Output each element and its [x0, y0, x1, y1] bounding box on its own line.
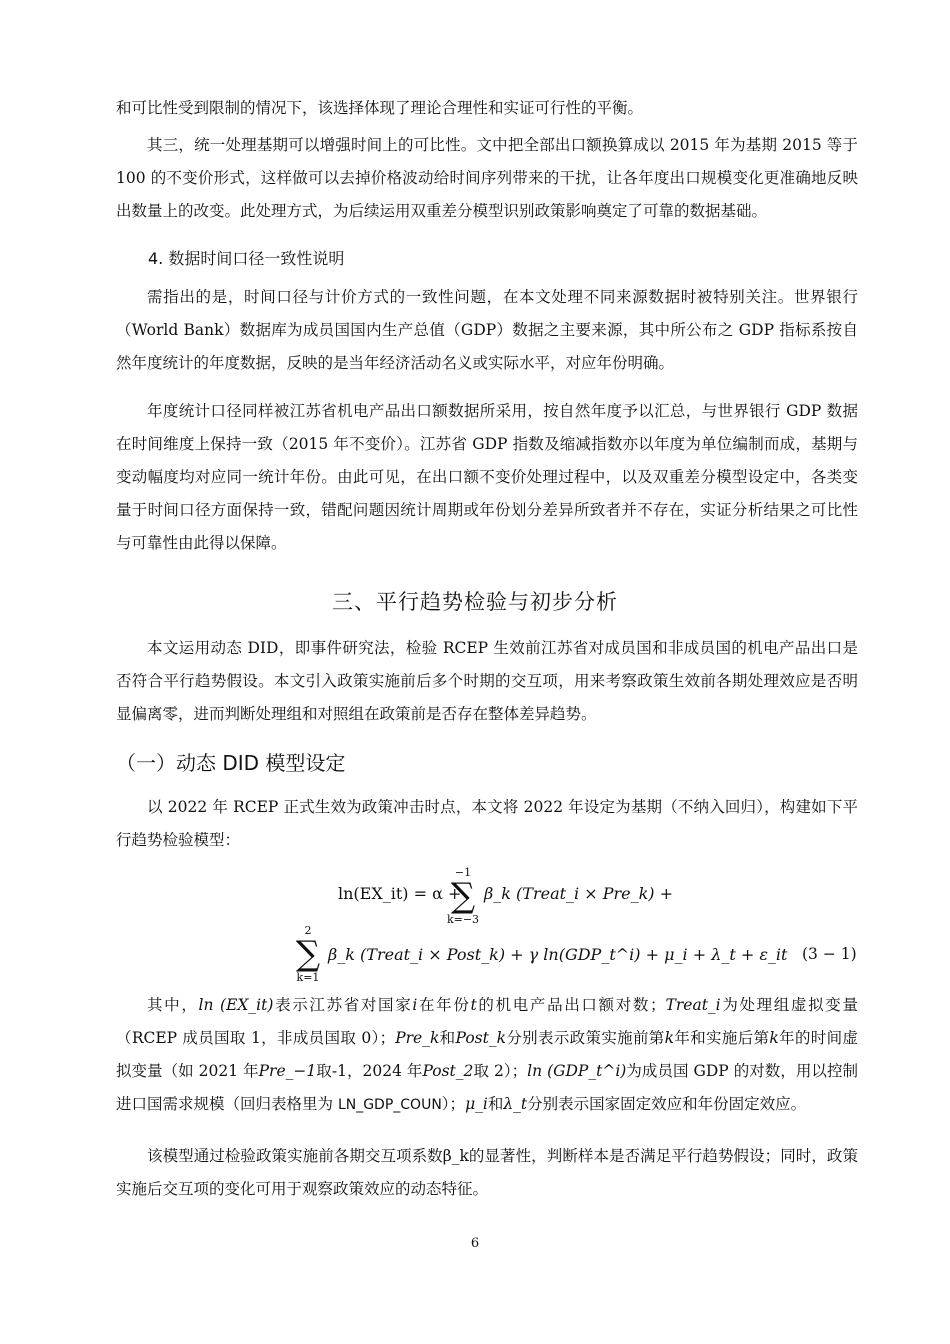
paragraph-model-setup: 以 2022 年 RCEP 正式生效为政策冲击时点，本文将 2022 年设定为基期（不纳入回归），构建如下平行趋势检验模型：	[116, 798, 858, 849]
subsection-heading-4: 4. 数据时间口径一致性说明	[148, 249, 345, 268]
sum-1-lower: k=−3	[446, 913, 480, 926]
sum-2-sigma: ∑	[295, 934, 321, 974]
sum-2-upper: 2	[304, 924, 312, 937]
subsection-heading-model: （一）动态 DID 模型设定	[116, 751, 346, 775]
sum-2	[290, 924, 326, 984]
paragraph-continuation: 和可比性受到限制的情况下，该选择体现了理论合理性和实证可行性的平衡。	[116, 99, 644, 117]
equation-term-post: β_k (Treat_i × Post_k) + γ ln(GDP_t^i) + μ_i + λ_t + ε_it	[328, 945, 788, 964]
sum-1	[446, 866, 480, 926]
paragraph-model-purpose: 该模型通过检验政策实施前各期交互项系数β_k的显著性，判断样本是否满足平行趋势假设；同时，政策实施后交互项的变化可用于观察政策效应的动态特征。	[116, 1147, 858, 1198]
sum-1-upper: −1	[454, 866, 472, 879]
paragraph-variable-definitions: 其中，ln (EX_it)表示江苏省对国家i在年份t的机电产品出口额对数；Treat_i为处理组虚拟变量（RCEP 成员国取 1，非成员国取 0）；Pre_k和Post_k分别表示政策实施前第k年和实施后第k年的时间虚拟变量（如 2021 年Pre_−1取-1，2024 年Post_2取 2）；ln (GDP_t^i)为成员国 GDP 的对数，用以控制进口国需求规模（回归表格里为 LN_GDP_COUN）；μ_i和λ_t分别表示国家固定效应和年份固定效应。	[116, 996, 858, 1113]
paragraph-time-consistency: 需指出的是，时间口径与计价方式的一致性问题，在本文处理不同来源数据时被特别关注。世界银行（World Bank）数据库为成员国国内生产总值（GDP）数据之主要来源，其中所公布之 GDP 指标系按自然年度统计的年度数据，反映的是当年经济活动名义或实际水平，对应年份明确。	[116, 288, 858, 372]
equation-lhs: ln(EX_it) = α +	[338, 884, 462, 903]
equation-term-pre: β_k (Treat_i × Pre_k) +	[484, 884, 674, 903]
equation-number: (3 − 1)	[802, 945, 857, 963]
sum-1-sigma: ∑	[450, 876, 476, 916]
page-number: 6	[470, 1236, 480, 1251]
paragraph-base-period: 其三，统一处理基期可以增强时间上的可比性。文中把全部出口额换算成以 2015 年为基期 2015 等于 100 的不变价形式，这样做可以去掉价格波动给时间序列带来的干扰，让各年度出口规模变化更准确地反映出数量上的改变。此处理方式，为后续运用双重差分模型识别政策影响奠定了可靠的数据基础。	[116, 136, 858, 220]
paragraph-dynamic-did-intro: 本文运用动态 DID，即事件研究法，检验 RCEP 生效前江苏省对成员国和非成员国的机电产品出口是否符合平行趋势假设。本文引入政策实施前后多个时期的交互项，用来考察政策生效前各期处理效应是否明显偏离零，进而判断处理组和对照组在政策前是否存在整体差异趋势。	[116, 639, 858, 723]
paragraph-annual-statistics: 年度统计口径同样被江苏省机电产品出口额数据所采用，按自然年度予以汇总，与世界银行 GDP 数据在时间维度上保持一致（2015 年不变价）。江苏省 GDP 指数及缩减指数亦以年度为单位编制而成，基期与变动幅度均对应同一统计年份。由此可见，在出口额不变价处理过程中，以及双重差分模型设定中，各类变量于时间口径方面保持一致，错配问题因统计周期或年份划分差异所致者并不存在，实证分析结果之可比性与可靠性由此得以保障。	[116, 402, 858, 552]
section-heading: 三、平行趋势检验与初步分析	[332, 590, 618, 614]
sum-2-lower: k=1	[296, 971, 320, 984]
